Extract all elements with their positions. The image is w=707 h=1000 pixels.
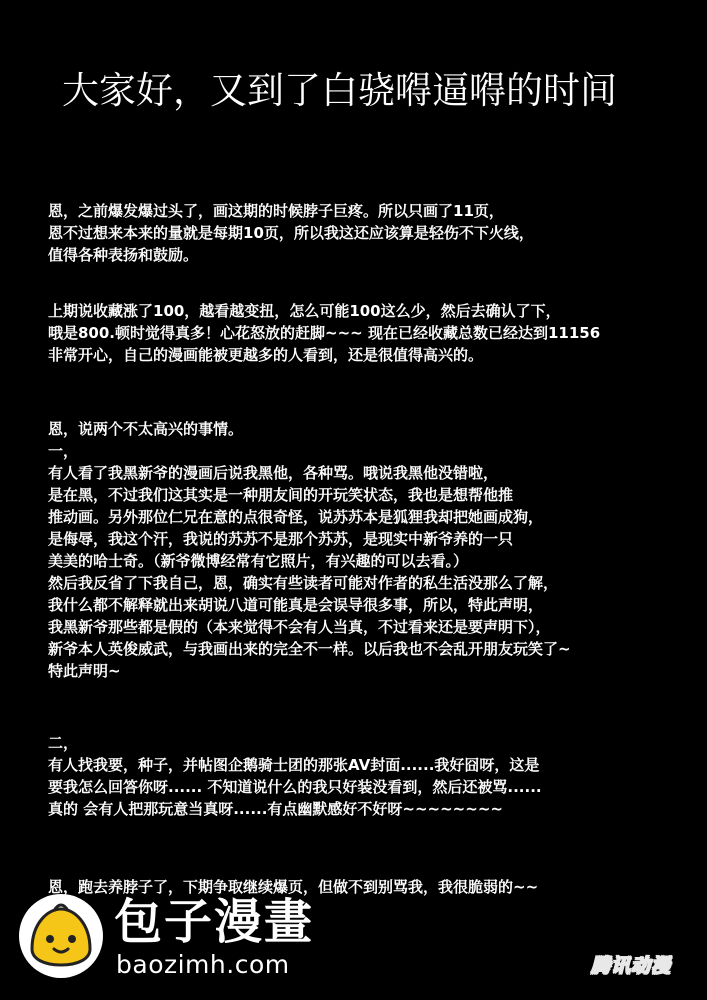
paragraph bbox=[48, 418, 698, 682]
page-title: 大家好，又到了白骁嘚逼嘚的时间 bbox=[62, 69, 617, 112]
text-line: 恩，跑去养脖子了，下期争取继续爆页，但做不到别骂我，我很脆弱的~~ bbox=[48, 878, 539, 896]
baozi-logo-icon bbox=[18, 893, 104, 979]
text-line: 恩，说两个不太高兴的事情。 bbox=[48, 420, 244, 438]
text-line: 要我怎么回答你呀...... 不知道说什么的我只好装没看到，然后还被骂...... bbox=[48, 778, 542, 796]
text-line: 然后我反省了下我自己，恩，确实有些读者可能对作者的私生活没那么了解， bbox=[48, 574, 559, 592]
text-line: 非常开心，自己的漫画能被更越多的人看到，还是很值得高兴的。 bbox=[48, 346, 484, 364]
text-line: 我黑新爷那些都是假的（本来觉得不会有人当真，不过看来还是要声明下）， bbox=[48, 618, 551, 636]
text-line: 是侮辱，我这个汗，我说的苏苏不是那个苏苏，是现实中新爷养的一只 bbox=[48, 530, 514, 548]
text-line: 一， bbox=[48, 442, 79, 460]
text-line: 特此声明~ bbox=[48, 662, 121, 680]
text-line: 恩不过想来本来的量就是每期10页，所以我这还应该算是轻伤不下火线， bbox=[48, 224, 534, 242]
text-line: 上期说收藏涨了100，越看越变扭，怎么可能100这么少，然后去确认了下， bbox=[48, 302, 561, 320]
text-line: 推动画。另外那位仁兄在意的点很奇怪，说苏苏本是狐狸我却把她画成狗， bbox=[48, 508, 544, 526]
text-line: 新爷本人英俊威武，与我画出来的完全不一样。以后我也不会乱开朋友玩笑了~ bbox=[48, 640, 571, 658]
watermark-brand-logo: 腾讯动漫 bbox=[590, 955, 671, 977]
text-line: 有人找我要，种子，并帖图企鹅骑士团的那张AV封面......我好囧呀，这是 bbox=[48, 756, 540, 774]
paragraph bbox=[48, 300, 698, 366]
paragraph bbox=[48, 732, 698, 820]
text-line: 哦是800.顿时觉得真多！心花怒放的赶脚~~~ 现在已经收藏总数已经达到11156 bbox=[48, 324, 601, 342]
text-line: 有人看了我黑新爷的漫画后说我黑他，各种骂。哦说我黑他没错啦， bbox=[48, 464, 499, 482]
watermark-url: baozimh.com bbox=[116, 950, 290, 979]
text-line: 是在黑，不过我们这其实是一种朋友间的开玩笑状态，我也是想帮他推 bbox=[48, 486, 514, 504]
text-line: 真的 会有人把那玩意当真呀......有点幽默感好不好呀~~~~~~~~ bbox=[48, 800, 503, 818]
text-line: 值得各种表扬和鼓励。 bbox=[48, 246, 199, 264]
text-line: 我什么都不解释就出来胡说八道可能真是会误导很多事，所以，特此声明， bbox=[48, 596, 544, 614]
paragraph bbox=[48, 200, 698, 266]
text-line: 恩，之前爆发爆过头了，画这期的时候脖子巨疼。所以只画了11页， bbox=[48, 202, 504, 220]
watermark-site-name: 包子漫畫 bbox=[114, 894, 315, 950]
text-line: 二， bbox=[48, 734, 79, 752]
text-line: 美美的哈士奇。（新爷微博经常有它照片，有兴趣的可以去看。） bbox=[48, 552, 469, 570]
